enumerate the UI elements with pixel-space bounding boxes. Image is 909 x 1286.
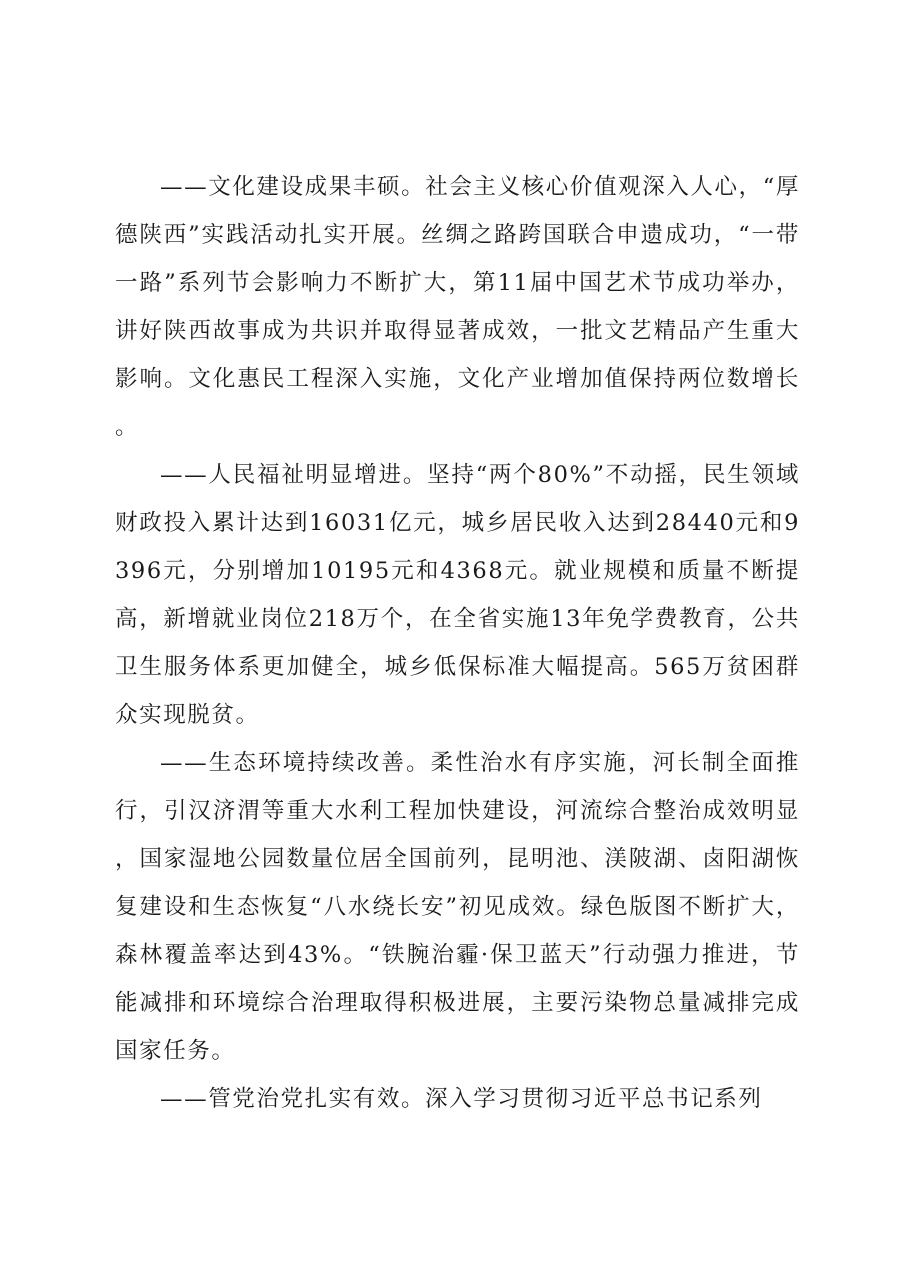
document-body bbox=[115, 163, 800, 1123]
paragraph-party-governance: ——管党治党扎实有效。深入学习贯彻习近平总书记系列 bbox=[160, 1086, 763, 1112]
paragraph-ecology: ——生态环境持续改善。柔性治水有序实施，河长制全面推行，引汉济渭等重大水利工程加快建设，河流综合整治成效明显，国家湿地公园数量位居全国前列，昆明池、渼陂湖、卤阳湖恢复建设和生态恢复“八水绕长安”初见成效。绿色版图不断扩大，森林覆盖率达到43%。“铁腕治霾·保卫蓝天”行动强力推进，节能减排和环境综合治理取得积极进展，主要污染物总量减排完成国家任务。 bbox=[115, 750, 800, 1064]
paragraph-welfare: ——人民福祉明显增进。坚持“两个80%”不动摇，民生领域财政投入累计达到16031亿元，城乡居民收入达到28440元和9396元，分别增加10195元和4368元。就业规模和质量不断提高，新增就业岗位218万个，在全省实施13年免学费教育，公共卫生服务体系更加健全，城乡低保标准大幅提高。565万贫困群众实现脱贫。 bbox=[115, 462, 800, 728]
paragraph-culture: ——文化建设成果丰硕。社会主义核心价值观深入人心，“厚德陕西”实践活动扎实开展。丝绸之路跨国联合申遗成功，“一带一路”系列节会影响力不断扩大，第11届中国艺术节成功举办，讲好陕西故事成为共识并取得显著成效，一批文艺精品产生重大影响。文化惠民工程深入实施，文化产业增加值保持两位数增长。 bbox=[115, 174, 800, 440]
